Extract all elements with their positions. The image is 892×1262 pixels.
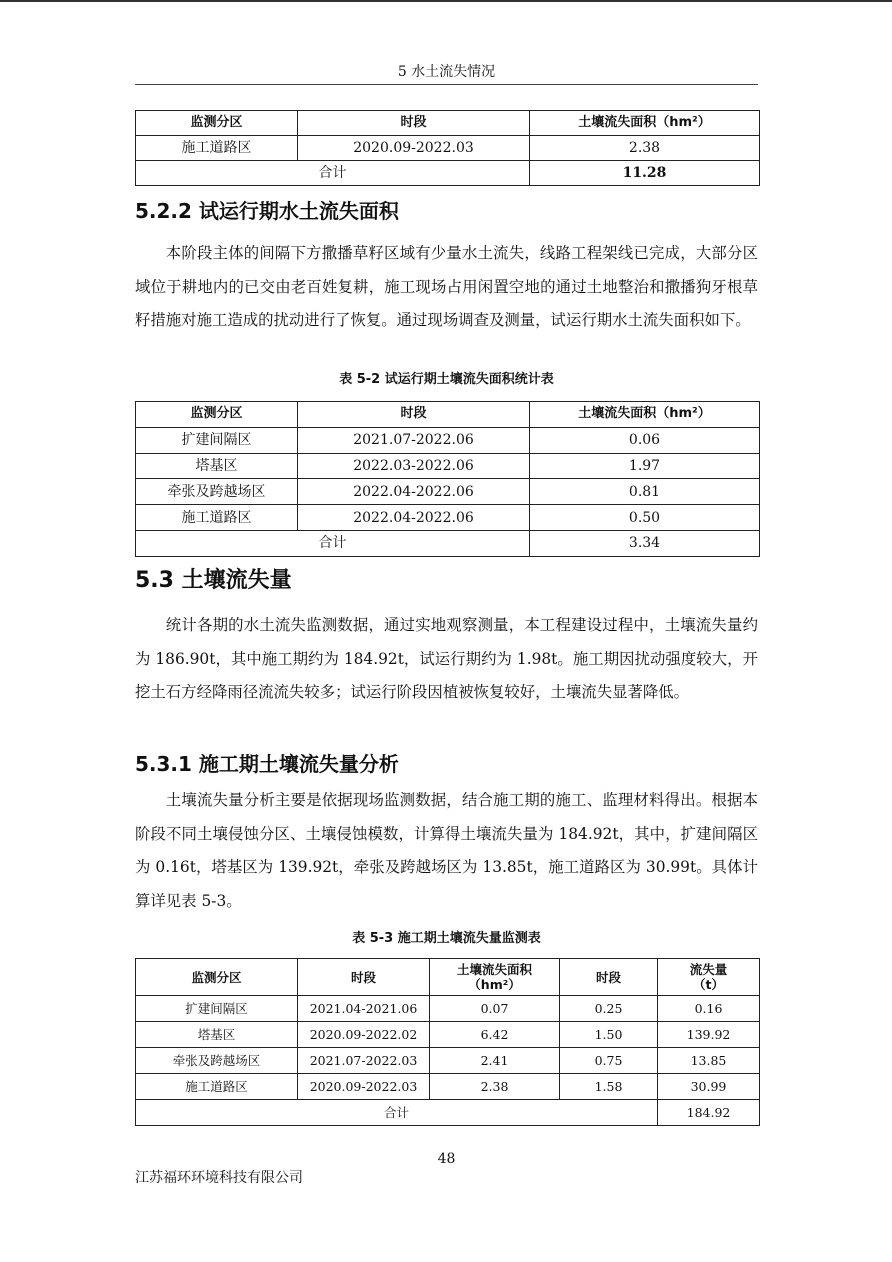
total-label: 合计: [136, 1100, 658, 1126]
total-label: 合计: [136, 161, 530, 186]
header-area: [430, 959, 560, 996]
cell-area: 2.41: [430, 1048, 560, 1074]
cell-duration: 1.58: [560, 1074, 658, 1100]
cell-duration: 1.50: [560, 1022, 658, 1048]
header-period: 时段: [298, 111, 530, 136]
paragraph-5-2-2: 本阶段主体的间隔下方撒播草籽区域有少量水土流失，线路工程架线已完成，大部分区域位于耕地内的已交由老百姓复耕，施工现场占用闲置空地的通过土地整治和撒播狗牙根草籽措施对施工造成的扰动进行了恢复。通过现场调查及测量，试运行期水土流失面积如下。: [135, 244, 758, 329]
table-row: [136, 1048, 760, 1074]
header-duration: 时段: [560, 959, 658, 996]
cell-period: 2022.03-2022.06: [298, 453, 530, 479]
header-loss: [658, 959, 760, 996]
section-heading-5-3: 5.3 土壤流失量: [135, 568, 292, 593]
company-name: 江苏福环环境科技有限公司: [135, 1170, 303, 1186]
section-heading-5-2-2: 5.2.2 试运行期水土流失面积: [135, 199, 399, 223]
header-rule: [135, 84, 758, 85]
cell-area: 2.38: [430, 1074, 560, 1100]
cell-area: 0.06: [530, 427, 760, 453]
header-area: 土壤流失面积（hm²）: [530, 402, 760, 428]
cell-area: 6.42: [430, 1022, 560, 1048]
table-total-row: [136, 161, 760, 186]
cell-duration: 0.75: [560, 1048, 658, 1074]
table-row: [136, 453, 760, 479]
cell-period: 2021.07-2022.06: [298, 427, 530, 453]
table-row: [136, 427, 760, 453]
cell-area: 0.07: [430, 996, 560, 1022]
cell-period: 2020.09-2022.03: [298, 1074, 430, 1100]
header-zone: 监测分区: [136, 402, 298, 428]
cell-loss: 13.85: [658, 1048, 760, 1074]
page-top-border: [0, 0, 892, 2]
total-label: 合计: [136, 530, 530, 556]
table-header-row: [136, 959, 760, 996]
total-value: 3.34: [530, 530, 760, 556]
paragraph-5-3: 统计各期的水土流失监测数据，通过实地观察测量，本工程建设过程中，土壤流失量约为 186.90t，其中施工期约为 184.92t，试运行期约为 1.98t。施工期因扰动强度较大，开挖土石方经降雨径流流失较多；试运行阶段因植被恢复较好，土壤流失显著降低。: [135, 616, 758, 701]
header-area-line1: 土壤流失面积: [456, 962, 532, 977]
table-total-row: [136, 1100, 760, 1126]
cell-period: 2021.04-2021.06: [298, 996, 430, 1022]
table-caption-5-3: 表 5-3 施工期土壤流失量监测表: [352, 931, 541, 946]
table-area-construction-continued: [135, 110, 760, 186]
cell-zone: 施工道路区: [136, 136, 298, 161]
cell-zone: 塔基区: [136, 453, 298, 479]
table-row: [136, 505, 760, 531]
cell-zone: 施工道路区: [136, 505, 298, 531]
total-value: 184.92: [658, 1100, 760, 1126]
cell-loss: 30.99: [658, 1074, 760, 1100]
table-row: [136, 479, 760, 505]
cell-zone: 扩建间隔区: [136, 996, 298, 1022]
cell-loss: 0.16: [658, 996, 760, 1022]
cell-period: 2022.04-2022.06: [298, 479, 530, 505]
table-5-2: [135, 401, 760, 557]
cell-period: 2020.09-2022.02: [298, 1022, 430, 1048]
cell-area: 0.50: [530, 505, 760, 531]
table-header-row: [136, 111, 760, 136]
header-area: 土壤流失面积（hm²）: [530, 111, 760, 136]
section-heading-5-3-1: 5.3.1 施工期土壤流失量分析: [135, 752, 399, 776]
cell-zone: 施工道路区: [136, 1074, 298, 1100]
cell-zone: 塔基区: [136, 1022, 298, 1048]
table-5-3: [135, 958, 760, 1126]
header-loss-line2: （t）: [693, 977, 724, 992]
header-period: 时段: [298, 959, 430, 996]
cell-zone: 牵张及跨越场区: [136, 1048, 298, 1074]
table-row: [136, 1022, 760, 1048]
header-zone: 监测分区: [136, 959, 298, 996]
header-loss-line1: 流失量: [689, 962, 728, 977]
cell-zone: 扩建间隔区: [136, 427, 298, 453]
table-row: [136, 1074, 760, 1100]
running-header: 5 水土流失情况: [397, 64, 496, 80]
cell-zone: 牵张及跨越场区: [136, 479, 298, 505]
paragraph-5-3-1: 土壤流失量分析主要是依据现场监测数据，结合施工期的施工、监理材料得出。根据本阶段不同土壤侵蚀分区、土壤侵蚀模数，计算得土壤流失量为 184.92t，其中，扩建间隔区为 0.16t，塔基区为 139.92t，牵张及跨越场区为 13.85t，施工道路区为 30.99t。具体计算详见表 5-3。: [135, 791, 758, 910]
page-number: 48: [437, 1151, 456, 1167]
cell-period: 2022.04-2022.06: [298, 505, 530, 531]
cell-period: 2021.07-2022.03: [298, 1048, 430, 1074]
table-header-row: [136, 402, 760, 428]
cell-loss: 139.92: [658, 1022, 760, 1048]
header-zone: 监测分区: [136, 111, 298, 136]
cell-area: 2.38: [530, 136, 760, 161]
header-area-line2: （hm²）: [468, 977, 521, 992]
table-row: [136, 136, 760, 161]
cell-period: 2020.09-2022.03: [298, 136, 530, 161]
cell-duration: 0.25: [560, 996, 658, 1022]
cell-area: 0.81: [530, 479, 760, 505]
table-total-row: [136, 530, 760, 556]
table-row: [136, 996, 760, 1022]
header-period: 时段: [298, 402, 530, 428]
table-caption-5-2: 表 5-2 试运行期土壤流失面积统计表: [339, 372, 554, 387]
total-value: 11.28: [530, 161, 760, 186]
cell-area: 1.97: [530, 453, 760, 479]
